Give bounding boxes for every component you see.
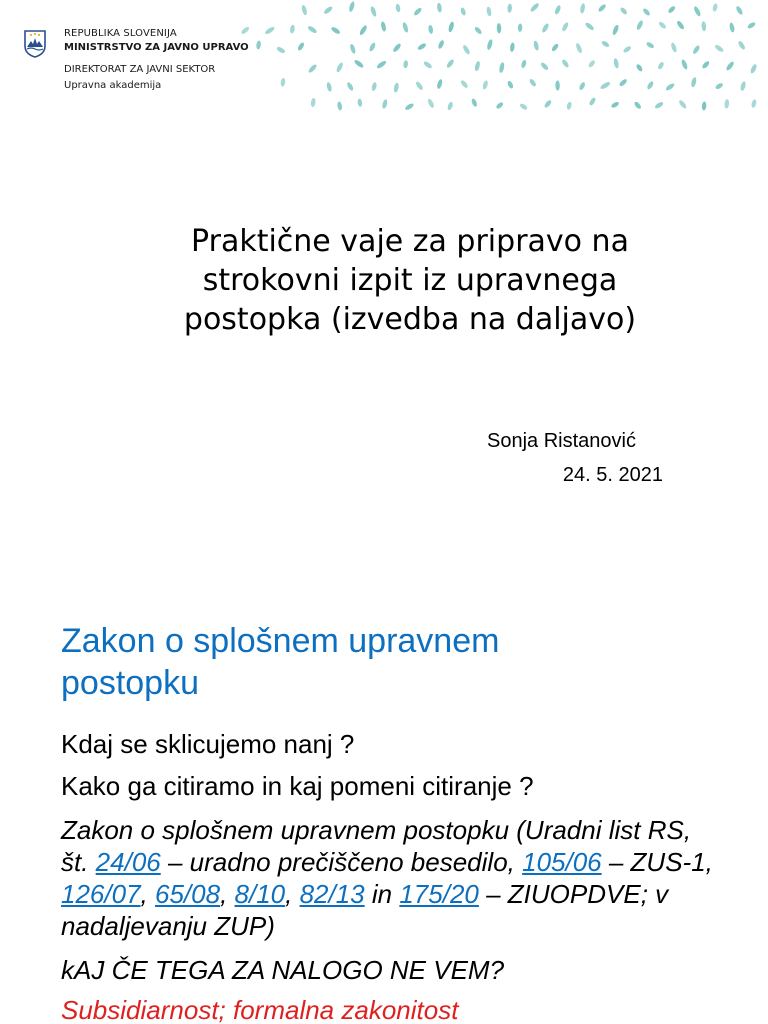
leaf-shape <box>307 25 318 34</box>
leaf-shape <box>307 63 317 74</box>
leaf-shape <box>417 42 427 51</box>
leaf-shape <box>276 46 286 54</box>
leaf-shape <box>751 99 758 108</box>
header-country: REPUBLIKA SLOVENIJA <box>64 28 177 39</box>
leaf-shape <box>264 26 275 36</box>
leaf-shape <box>403 60 408 68</box>
leaf-shape <box>646 80 654 90</box>
leaf-shape <box>555 80 560 90</box>
leaf-shape <box>471 98 478 107</box>
law-citation <box>61 814 721 942</box>
answer-subsidiarity: Subsidiarnost; formalna zakonitost <box>61 995 459 1024</box>
leaf-shape <box>326 82 333 92</box>
leaf-shape <box>335 62 344 73</box>
leaf-shape <box>474 61 481 72</box>
leaf-shape <box>676 20 685 30</box>
leaf-shape <box>436 3 442 13</box>
leaf-shape <box>601 40 610 48</box>
leaf-shape <box>310 98 316 108</box>
leaf-shape <box>460 7 467 16</box>
leaf-shape <box>670 42 678 53</box>
presentation-date: 24. 5. 2021 <box>562 464 663 486</box>
leaf-shape <box>427 98 435 109</box>
leaf-shape <box>612 24 620 36</box>
leaf-shape <box>393 82 399 93</box>
leaf-shape <box>724 99 729 109</box>
citation-text: , <box>220 879 235 909</box>
leaf-shape <box>587 59 596 68</box>
leaf-shape <box>578 81 586 90</box>
leaf-shape <box>645 41 654 49</box>
leaf-shape <box>415 81 424 92</box>
leaf-shape <box>256 40 261 49</box>
leaf-shape <box>635 63 643 72</box>
leaf-shape <box>349 43 356 54</box>
leaf-shape <box>402 22 409 33</box>
leaf-shape <box>551 43 560 52</box>
leaf-shape <box>561 59 570 69</box>
leaf-shape <box>323 5 334 15</box>
leaf-shape <box>486 6 492 16</box>
header-directorate: DIREKTORAT ZA JAVNI SEKTOR <box>64 64 216 75</box>
leaf-shape <box>665 82 676 91</box>
leaf-shape <box>575 42 583 53</box>
leaf-shape <box>566 101 572 110</box>
leaf-shape <box>482 80 489 90</box>
citation-text: in <box>364 879 400 909</box>
citation-text: , <box>140 879 155 909</box>
heading-line-1: Zakon o splošnem upravnem <box>61 622 500 660</box>
leaf-shape <box>395 4 401 13</box>
leaf-shape <box>543 99 552 109</box>
leaf-shape <box>446 58 455 68</box>
leaf-shape <box>618 78 628 87</box>
leaf-shape <box>346 81 355 91</box>
leaf-shape <box>376 60 387 70</box>
link-8-10[interactable]: 8/10 <box>234 879 286 909</box>
leaf-shape <box>715 82 724 90</box>
title-line-3: postopka (izvedba na daljavo) <box>183 302 637 337</box>
link-175-20[interactable]: 175/20 <box>399 879 479 909</box>
header-academy: Upravna akademija <box>64 80 162 91</box>
leaf-shape <box>462 44 471 55</box>
title-line-2: strokovni izpit iz upravnega <box>202 263 618 298</box>
leaf-shape <box>357 98 362 107</box>
citation-text: – uradno prečiščeno besedilo, <box>160 847 523 877</box>
leaf-shape <box>692 44 701 54</box>
leaf-shape <box>610 101 619 109</box>
leaf-shape <box>348 1 355 13</box>
leaf-shape <box>561 22 569 33</box>
leaf-shape <box>436 79 443 90</box>
citation-text: – ZIUOPDVE; v nadaljevanju ZUP) <box>61 879 669 941</box>
leaf-shape <box>330 26 341 35</box>
leaf-shape <box>359 24 369 36</box>
author-name: Sonja Ristanović <box>487 430 636 452</box>
leaf-shape <box>528 78 537 88</box>
link-65-08[interactable]: 65/08 <box>154 879 221 909</box>
leaf-shape <box>729 22 735 33</box>
leaf-shape <box>642 7 651 16</box>
slide-title <box>80 222 740 339</box>
leaf-shape <box>495 101 504 110</box>
leaf-shape <box>633 101 642 110</box>
leaf-shape <box>240 26 250 35</box>
leaf-shape <box>507 3 512 12</box>
title-line-1: Praktične vaje za pripravo na <box>191 224 629 259</box>
link-126-07[interactable]: 126/07 <box>61 879 141 909</box>
leaf-shape <box>413 7 423 17</box>
leaf-shape <box>701 60 710 69</box>
heading-line-2: postopku <box>61 664 199 702</box>
link-82-13[interactable]: 82/13 <box>299 879 365 909</box>
question-unknown: kAJ ČE TEGA ZA NALOGO NE VEM? <box>61 955 505 985</box>
question-how-cite: Kako ga citiramo in kaj pomeni citiranje ? <box>61 771 534 801</box>
leaf-shape <box>423 60 433 69</box>
content-slide <box>0 560 768 1024</box>
leaf-shape <box>380 21 386 32</box>
leaf-shape <box>599 81 611 90</box>
leaf-shape <box>725 60 735 71</box>
leaf-shape <box>588 97 596 107</box>
link-24-06[interactable]: 24/06 <box>95 847 161 877</box>
decorative-leaf-pattern <box>232 0 768 112</box>
leaf-shape <box>749 63 757 74</box>
leaf-shape <box>690 77 697 88</box>
leaf-shape <box>678 99 688 110</box>
leaf-shape <box>529 2 540 13</box>
leaf-shape <box>497 23 502 34</box>
leaf-shape <box>667 5 676 14</box>
leaf-shape <box>486 39 493 51</box>
leaf-shape <box>597 3 607 13</box>
leaf-shape <box>392 43 402 54</box>
leaf-shape <box>702 101 707 110</box>
leaf-shape <box>680 59 688 70</box>
leaf-shape <box>580 3 586 14</box>
leaf-shape <box>693 5 702 17</box>
leaf-shape <box>654 101 664 110</box>
leaf-shape <box>540 61 550 71</box>
question-when: Kdaj se sklicujemo nanj ? <box>61 729 355 759</box>
leaf-shape <box>280 78 286 87</box>
leaf-shape <box>520 59 527 68</box>
leaf-shape <box>712 3 718 12</box>
leaf-shape <box>404 102 414 111</box>
leaf-shape <box>448 21 455 33</box>
slovenia-coat-of-arms-icon <box>24 30 46 58</box>
citation-text: – ZUS-1, <box>601 847 713 877</box>
leaf-shape <box>714 44 725 53</box>
leaf-shape <box>447 101 454 110</box>
leaf-shape <box>370 6 378 18</box>
leaf-shape <box>619 6 628 15</box>
leaf-shape <box>518 23 523 32</box>
leaf-shape <box>381 99 388 109</box>
leaf-shape <box>554 5 562 16</box>
link-105-06[interactable]: 105/06 <box>522 847 602 877</box>
leaf-shape <box>613 58 619 69</box>
leaf-shape <box>437 39 445 49</box>
leaf-shape <box>353 59 364 69</box>
citation-text: Zakon o splošnem upravnem postopku (Uradni list RS, št. <box>61 815 692 877</box>
leaf-shape <box>541 22 550 33</box>
leaf-shape <box>622 45 632 54</box>
leaf-shape <box>584 22 595 32</box>
leaf-shape <box>533 40 540 51</box>
leaf-shape <box>657 61 665 70</box>
leaf-shape <box>297 42 305 52</box>
leaf-shape <box>701 21 706 31</box>
leaf-shape <box>509 42 515 52</box>
leaf-shape <box>371 82 377 92</box>
leaf-shape <box>658 21 667 30</box>
leaf-shape <box>740 81 747 92</box>
leaf-shape <box>499 62 506 73</box>
leaf-shape <box>301 5 308 16</box>
leaf-shape <box>474 26 483 35</box>
leaf-shape <box>747 21 757 29</box>
leaf-shape <box>428 25 434 35</box>
citation-text: , <box>285 879 300 909</box>
leaf-shape <box>368 42 376 52</box>
leaf-shape <box>519 103 528 111</box>
leaf-shape <box>337 101 343 111</box>
slide-heading <box>61 620 681 704</box>
leaf-shape <box>460 79 469 89</box>
leaf-shape <box>290 25 296 34</box>
leaf-shape <box>737 40 746 51</box>
leaf-shape <box>636 20 645 31</box>
leaf-shape <box>507 80 515 89</box>
header-ministry: MINISTRSTVO ZA JAVNO UPRAVO <box>64 42 249 53</box>
leaf-shape <box>735 5 744 15</box>
